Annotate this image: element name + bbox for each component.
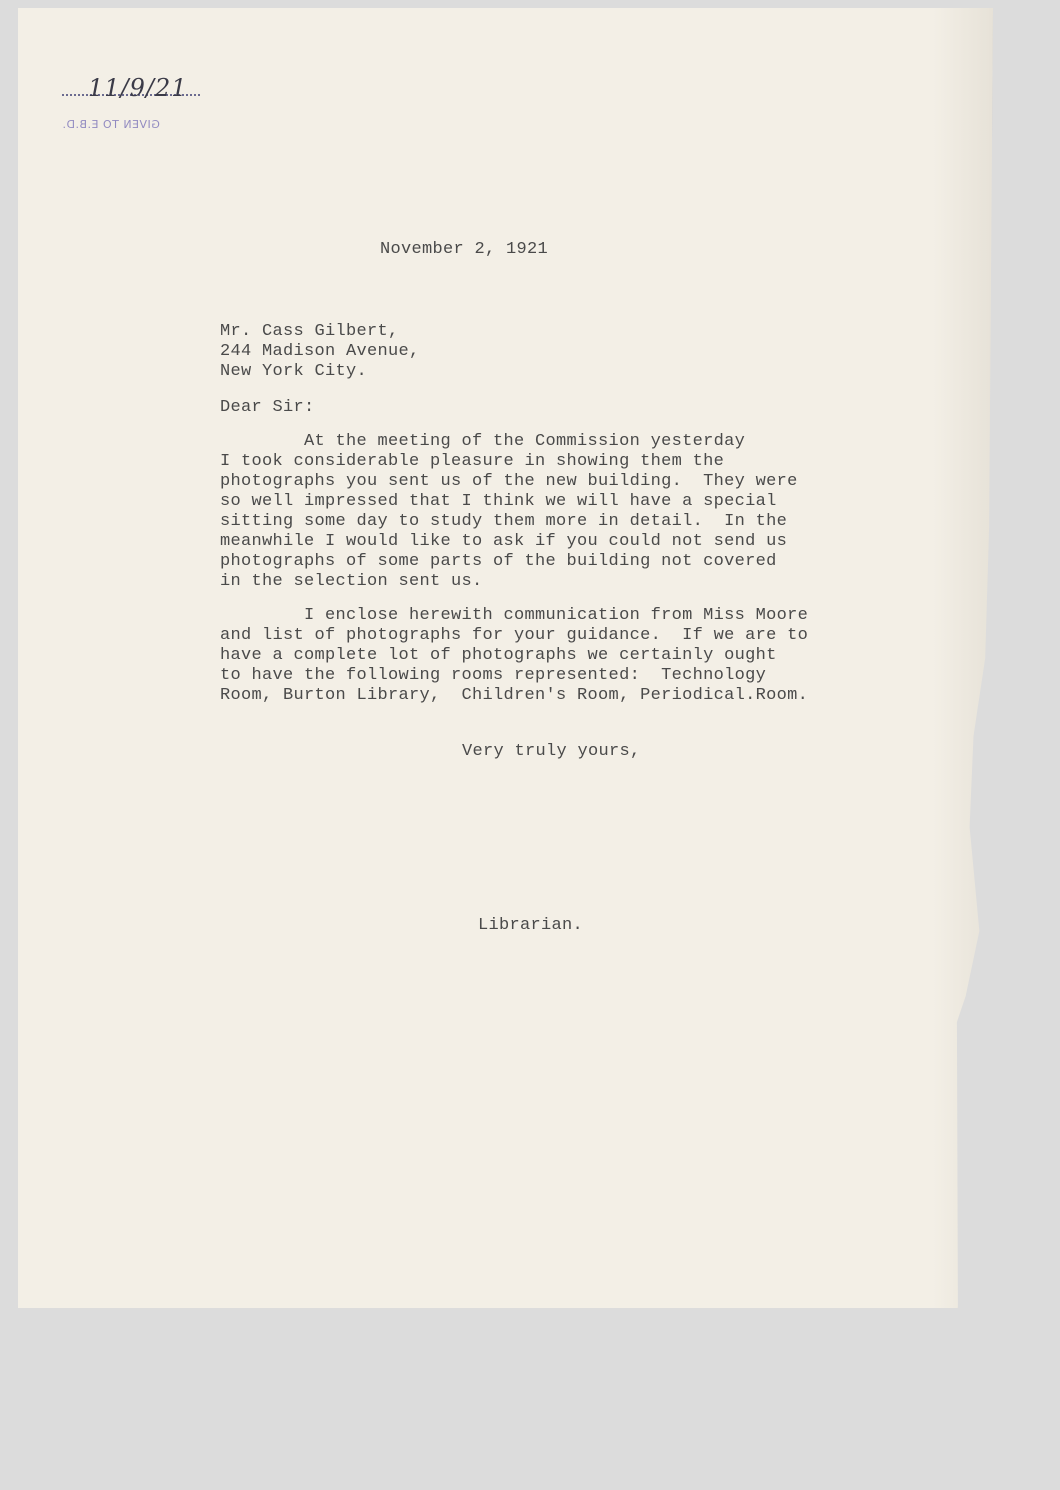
signature: Librarian. (478, 916, 584, 935)
letter-date: November 2, 1921 (380, 240, 549, 259)
closing: Very truly yours, (462, 742, 641, 761)
recipient-address (220, 322, 420, 382)
pencil-note: 11/9/21 (88, 74, 188, 102)
recipient-name: Mr. Cass Gilbert, (220, 322, 399, 341)
salutation: Dear Sir: (220, 398, 315, 417)
body-paragraph-2: I enclose herewith communication from Miss Moore and list of photographs for your guidance. If we are to have a complete lot of photographs we certainly ought to have the following rooms represented: Technology Room, Burton Library, Children's Room, Periodical.Room. (220, 606, 809, 705)
pencil-annotation (62, 74, 202, 110)
received-stamp: GIVEN TO E.B.D. (62, 118, 160, 131)
recipient-city: New York City. (220, 362, 368, 381)
body-paragraph-1: At the meeting of the Commission yesterday I took considerable pleasure in showing them the photographs you sent us of the new building. They were so well impressed that I think we will have a special sitting some day to study them more in detail. In the meanwhile I would like to ask if you could not send us photographs of some parts of the building not covered in the selection sent us. (220, 432, 798, 591)
recipient-street: 244 Madison Avenue, (220, 342, 420, 361)
